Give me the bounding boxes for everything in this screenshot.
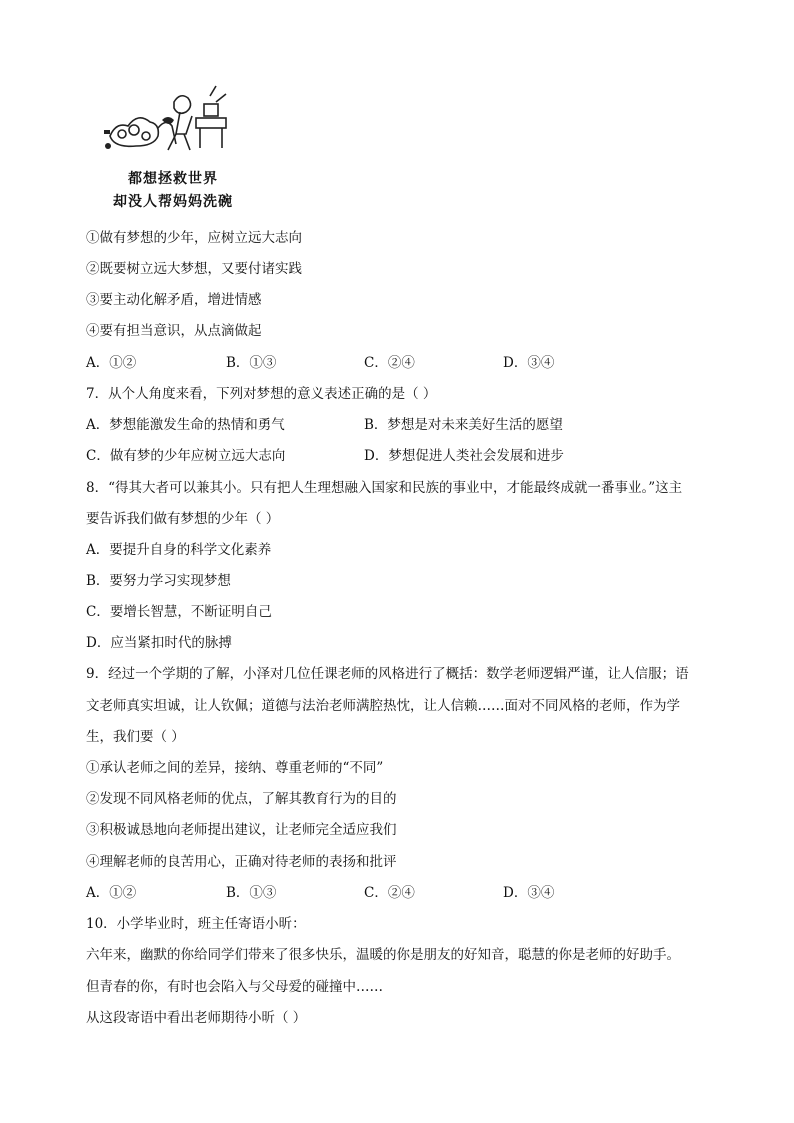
q9-stem-line2: 文老师真实坦诚，让人钦佩；道德与法治老师满腔热忱，让人信赖……面对不同风格的老师，作为学 <box>86 698 680 714</box>
q9-statement-1: ①承认老师之间的差异，接纳、尊重老师的“不同” <box>86 760 384 776</box>
q8-option-a[interactable]: A．要提升自身的科学文化素养 <box>86 542 272 558</box>
q9-stem-line3: 生，我们要（ ） <box>86 729 185 745</box>
q7-stem: 7．从个人角度来看，下列对梦想的意义表述正确的是（ ） <box>86 386 437 402</box>
cartoon-caption-line1: 都想拯救世界 <box>128 171 218 187</box>
q6-statement-1: ①做有梦想的少年，应树立远大志向 <box>86 230 302 246</box>
q6-statement-4: ④要有担当意识，从点滴做起 <box>86 323 262 339</box>
q6-statement-2: ②既要树立远大梦想，又要付诸实践 <box>86 261 302 277</box>
q6-option-c[interactable]: C．②④ <box>364 355 415 371</box>
q10-stem: 10．小学毕业时，班主任寄语小昕： <box>86 916 306 932</box>
q8-stem-line1: 8．“得其大者可以兼其小。只有把人生理想融入国家和民族的事业中，才能最终成就一番事业。”这主 <box>86 480 683 496</box>
q8-stem-line2: 要告诉我们做有梦想的少年（ ） <box>86 511 280 527</box>
q9-stem-line1: 9．经过一个学期的了解，小泽对几位任课老师的风格进行了概括：数学老师逻辑严谨，让人信服；语 <box>86 666 689 682</box>
q7-option-d[interactable]: D．梦想促进人类社会发展和进步 <box>364 448 564 464</box>
q9-option-a[interactable]: A．①② <box>86 885 137 901</box>
q7-option-a[interactable]: A．梦想能激发生命的热情和勇气 <box>86 417 285 433</box>
q7-option-c[interactable]: C．做有梦的少年应树立远大志向 <box>86 448 286 464</box>
q10-body-line2: 但青春的你，有时也会陷入与父母爱的碰撞中…… <box>86 979 383 995</box>
q10-question: 从这段寄语中看出老师期待小昕（ ） <box>86 1010 307 1026</box>
q10-body-line1: 六年来，幽默的你给同学们带来了很多快乐，温暖的你是朋友的好知音，聪慧的你是老师的好助手。 <box>86 947 680 963</box>
q9-option-c[interactable]: C．②④ <box>364 885 415 901</box>
q6-option-b[interactable]: B．①③ <box>226 355 277 371</box>
q6-statement-3: ③要主动化解矛盾，增进情感 <box>86 292 262 308</box>
q8-option-b[interactable]: B．要努力学习实现梦想 <box>86 573 231 589</box>
q9-statement-2: ②发现不同风格老师的优点，了解其教育行为的目的 <box>86 791 397 807</box>
q9-option-b[interactable]: B．①③ <box>226 885 277 901</box>
q9-statement-3: ③积极诚恳地向老师提出建议，让老师完全适应我们 <box>86 822 397 838</box>
q9-option-d[interactable]: D．③④ <box>503 885 555 901</box>
q7-option-b[interactable]: B．梦想是对未来美好生活的愿望 <box>364 417 563 433</box>
q6-option-a[interactable]: A．①② <box>86 355 137 371</box>
q8-option-c[interactable]: C．要增长智慧，不断证明自己 <box>86 604 272 620</box>
cartoon-illustration <box>100 84 235 156</box>
q9-statement-4: ④理解老师的良苦用心，正确对待老师的表扬和批评 <box>86 854 397 870</box>
q8-option-d[interactable]: D．应当紧扣时代的脉搏 <box>86 635 232 651</box>
cartoon-caption-line2: 却没人帮妈妈洗碗 <box>113 194 233 210</box>
q6-option-d[interactable]: D．③④ <box>503 355 555 371</box>
